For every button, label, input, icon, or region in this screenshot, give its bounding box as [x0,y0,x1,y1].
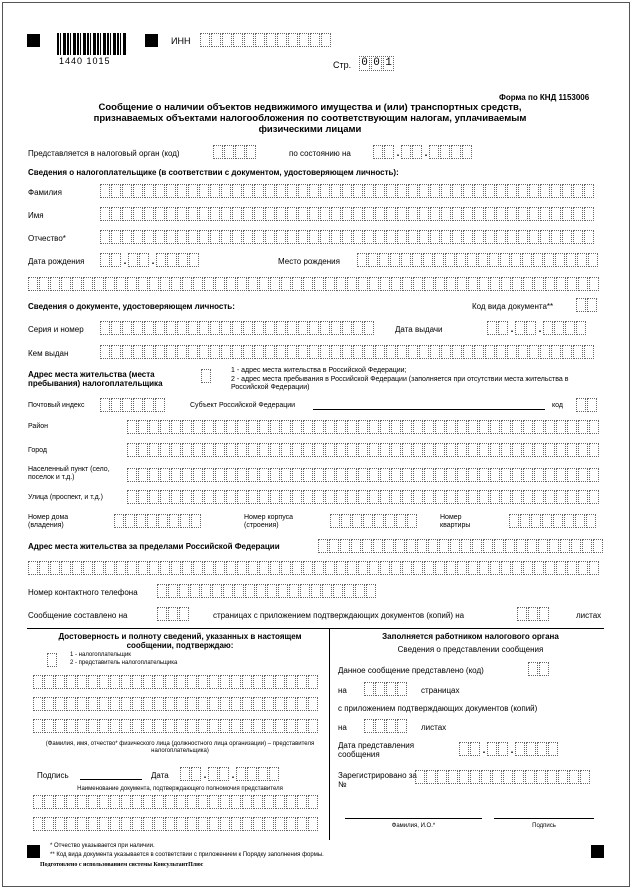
as-of-date-field[interactable]: . . [373,145,473,159]
signer-option-2: 2 - представитель налогоплательщика [70,660,178,666]
page-label: Стр. [333,60,352,70]
authority-doc-caption: Наименование документа, подтверждающего полномочия представителя [77,786,283,792]
office-pages-label: страницах [421,686,460,695]
date-label: Дата [151,771,169,780]
phone-field[interactable] [157,584,377,598]
pages-count-field[interactable] [157,607,190,621]
submitted-code-field[interactable] [528,662,550,676]
postal-code-field[interactable] [100,398,166,412]
address-option-2: 2 - адрес места пребывания в Российской Федерации (заполняется при отсутствии места жительства в Российской Федерации) [231,376,569,392]
postal-code-label: Почтовый индекс [28,402,85,409]
office-pages-field[interactable] [364,682,408,696]
taxpayer-section-title: Сведения о налогоплательщике (в соответствии с документом, удостоверяющем личность): [28,168,399,177]
house-field[interactable] [114,514,202,528]
authority-doc-line1[interactable] [33,795,319,809]
name-field[interactable] [100,207,595,221]
authority-doc-line2[interactable] [33,817,319,831]
birth-date-field[interactable]: . . [100,253,200,267]
district-field[interactable] [127,420,600,434]
signer-fio-line1[interactable] [33,675,319,689]
page-digit: 0 [359,56,370,71]
page-number-field[interactable] [359,56,395,71]
id-document-section-title: Сведения о документе, удостоверяющем личность: [28,302,235,311]
settlement-label: Населенный пункт (село, поселок и т.д.) [28,466,110,482]
birth-place-label: Место рождения [278,257,340,266]
region-code-field[interactable] [576,398,598,412]
composed-on-label: Сообщение составлено на [28,611,128,620]
footnote-1: * Отчество указывается при наличии. [50,843,155,849]
foreign-address-field-line2[interactable] [28,561,600,575]
tax-authority-code-field[interactable] [213,145,257,159]
signature-label: Подпись [37,771,69,780]
signer-type-field[interactable] [47,653,58,667]
form-title: Сообщение о наличии объектов недвижимого имущества и (или) транспортных средств, признаваемых объектами налогообложения по соответствующим налогам, уплачиваемым физическими лицами [93,102,527,135]
series-number-label: Серия и номер [28,325,84,334]
office-block-subtitle: Сведения о представлении сообщения [397,645,544,654]
submitted-code-label: Данное сообщение представлено (код) [338,666,484,675]
officer-signature-label: Подпись [532,823,556,829]
signer-fio-caption: (Фамилия, имя, отчество* физического лица (должностного лица организации) – представителя налогоплательщика) [45,741,315,755]
corner-marker-bottom-left [27,845,40,858]
patronymic-label: Отчество* [28,234,66,243]
confirmation-title: Достоверность и полноту сведений, указанных в настоящем сообщении, подтверждаю: [58,632,302,651]
form-code: Форма по КНД 1153006 [499,93,590,102]
section-divider [27,628,604,629]
tax-authority-label: Представляется в налоговый орган (код) [28,149,180,158]
address-section-title: Адрес места жительства (места пребывания) налогоплательщика [28,370,163,389]
corner-marker-bottom-right [591,845,604,858]
house-label: Номер дома (владения) [28,514,69,530]
building-field[interactable] [330,514,418,528]
birth-place-field-line2[interactable] [28,277,600,291]
issued-by-label: Кем выдан [28,349,69,358]
signer-option-1: 1 - налогоплательщик [70,652,131,658]
office-sheets-field[interactable] [364,719,408,733]
foreign-address-title: Адрес места жительства за пределами Российской Федерации [28,542,280,551]
address-type-field[interactable] [201,369,212,383]
officer-fio-label: Фамилия, И.О.* [391,823,436,829]
corner-marker-top-left [27,34,40,47]
with-docs-label: с приложением подтверждающих документов (копий) [338,704,538,713]
district-label: Район [28,423,48,430]
sheets-count-field[interactable] [517,607,550,621]
officer-fio-line[interactable] [345,818,482,819]
prepared-by-note: Подготовлено с использованием системы КонсультантПлюс [40,862,204,868]
address-option-1: 1 - адрес места жительства в Российской Федерации; [231,367,407,374]
issue-date-field[interactable]: . . [487,321,587,335]
registered-label: Зарегистрировано за № [338,771,417,790]
birth-place-field[interactable] [357,253,599,267]
region-code-label: код [552,402,563,409]
officer-signature-line[interactable] [494,818,594,819]
surname-label: Фамилия [28,188,62,197]
settlement-field[interactable] [127,468,600,482]
patronymic-field[interactable] [100,230,595,244]
sheets-label: листах [576,611,602,620]
signer-fio-line2[interactable] [33,697,319,711]
street-label: Улица (проспект, и т.д.) [28,494,103,501]
footnote-2: ** Код вида документа указывается в соответствии с приложением к Порядку заполнения формы. [50,852,324,858]
doc-type-code-label: Код вида документа** [472,302,554,311]
office-block-title: Заполняется работником налогового органа [382,632,559,641]
series-number-field[interactable] [100,321,375,335]
registration-number-field[interactable] [415,770,591,784]
inn-label: ИНН [171,36,191,46]
city-field[interactable] [127,443,600,457]
building-label: Номер корпуса (строения) [244,514,294,530]
office-sheets-label: листах [421,723,447,732]
signer-fio-line3[interactable] [33,719,319,733]
page-digit: 1 [383,56,394,71]
name-label: Имя [28,211,44,220]
region-line[interactable] [313,409,545,410]
surname-field[interactable] [100,184,595,198]
apartment-field[interactable] [509,514,597,528]
street-field[interactable] [127,490,600,504]
corner-marker-top-mid [145,34,158,47]
city-label: Город [28,447,47,454]
issued-by-field[interactable] [100,345,595,359]
region-label: Субъект Российской Федерации [190,402,296,409]
submit-date-label: Дата представления сообщения [338,741,415,760]
inn-field[interactable] [200,33,332,47]
on-label: на [338,686,347,695]
barcode [57,33,127,66]
phone-label: Номер контактного телефона [28,588,138,597]
birth-date-label: Дата рождения [28,257,85,266]
signature-line[interactable] [80,779,142,780]
page-digit: 0 [371,56,382,71]
column-divider [329,628,330,840]
foreign-address-field-line1[interactable] [318,539,604,553]
pages-with-docs-label: страницах с приложением подтверждающих документов (копий) на [213,611,465,620]
doc-type-code-field[interactable] [576,298,598,312]
barcode-number: 1440 1015 [59,56,111,66]
on-label-2: на [338,723,347,732]
apartment-label: Номер квартиры [440,514,471,530]
submit-date-field[interactable]: . . [459,742,559,756]
as-of-label: по состоянию на [289,149,351,158]
signature-date-field[interactable]: . . [180,767,280,781]
issue-date-label: Дата выдачи [395,325,443,334]
